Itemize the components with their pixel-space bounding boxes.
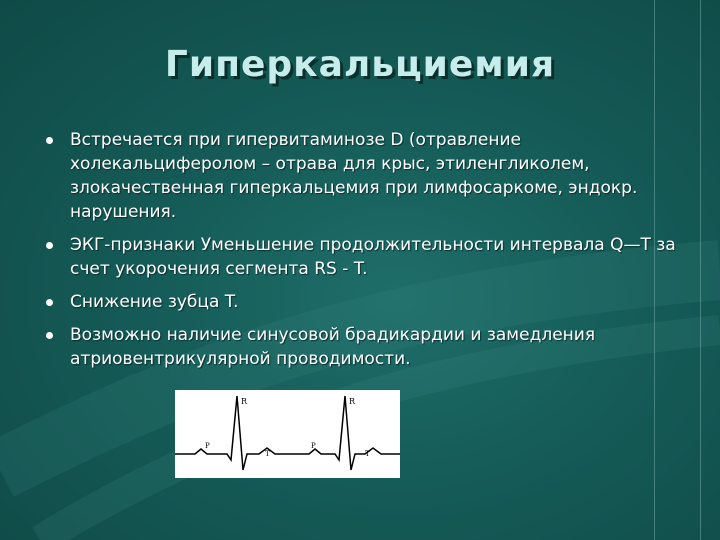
ecg-image: [175, 390, 400, 478]
ecg-trace: [175, 390, 400, 478]
bullet-icon: [46, 137, 53, 144]
ecg-label-r2: R: [349, 397, 356, 406]
bullet-icon: [46, 332, 53, 339]
bullet-text: Возможно наличие синусовой брадикардии и замедления атриовентрикулярной проводимости.: [70, 325, 596, 369]
bullet-icon: [46, 299, 53, 306]
ecg-label-p2: P: [311, 442, 316, 450]
bullet-item: [46, 128, 686, 224]
bullet-item: [46, 233, 686, 281]
bullet-item: [46, 290, 686, 314]
bullet-text: ЭКГ-признаки Уменьшение продолжительности интервала Q—T за счет укорочения сегмента RS - T.: [70, 235, 676, 279]
ecg-label-r1: R: [241, 397, 248, 406]
bullet-text: Встречается при гипервитаминозе D (отравление холекальциферолом – отрава для крыс, этиленгликолем, злокачественная гиперкальцемия при лимфосаркоме, эндокр. нарушения.: [70, 130, 638, 222]
bullet-icon: [46, 242, 53, 249]
slide-title: Гиперкальциемия: [164, 44, 556, 85]
ecg-label-t1: T: [265, 450, 270, 458]
bullet-item: [46, 323, 686, 371]
bullet-list: [46, 128, 686, 380]
ecg-label-p1: P: [205, 442, 210, 450]
ecg-label-t2: T: [365, 450, 370, 458]
bullet-text: Снижение зубца T.: [70, 292, 239, 312]
